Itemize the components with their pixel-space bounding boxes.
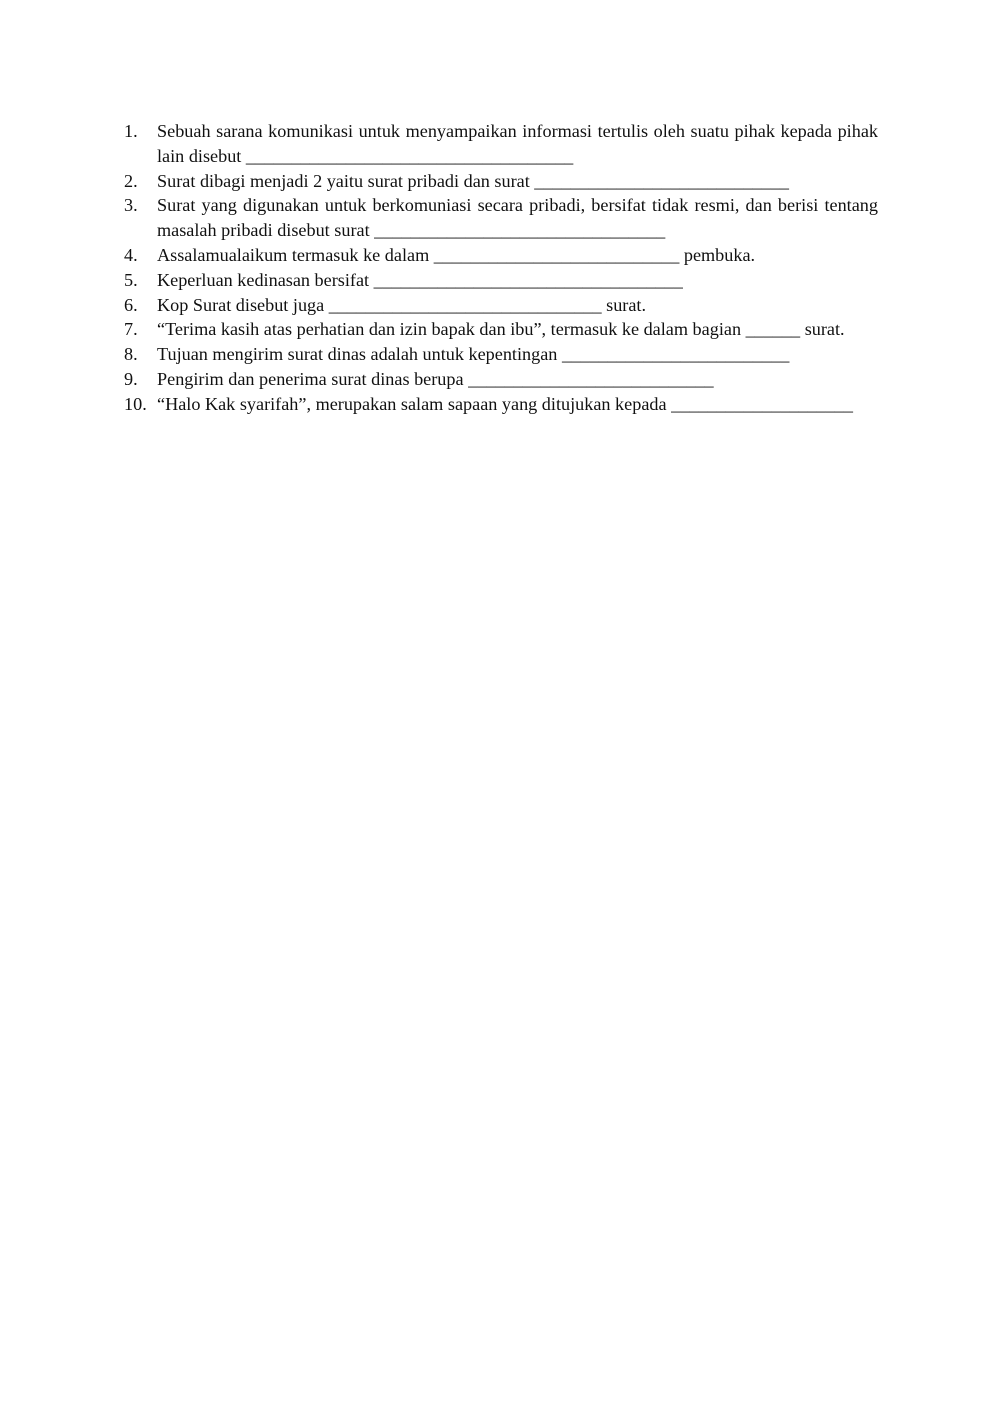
question-item-10: [124, 392, 878, 417]
question-item-5: [124, 268, 878, 293]
question-text: Surat dibagi menjadi 2 yaitu surat pribadi dan surat ____________________________: [157, 170, 789, 191]
question-text: Surat yang digunakan untuk berkomuniasi secara pribadi, bersifat tidak resmi, dan berisi tentang masalah pribadi disebut surat ________________________________: [157, 195, 883, 241]
question-item-8: [124, 342, 878, 367]
question-text: “Halo Kak syarifah”, merupakan salam sapaan yang ditujukan kepada ____________________: [157, 393, 853, 414]
question-number: 5.: [124, 269, 138, 290]
question-item-7: [124, 317, 878, 342]
question-item-6: [124, 293, 878, 318]
question-text: Keperluan kedinasan bersifat __________________________________: [157, 269, 683, 290]
question-item-2: [124, 169, 878, 194]
question-number: 1.: [124, 121, 138, 141]
question-number: 7.: [124, 319, 138, 340]
question-number: 9.: [124, 368, 138, 389]
question-list: [124, 119, 883, 417]
question-number: 8.: [124, 344, 138, 365]
question-item-9: [124, 367, 878, 392]
question-text: Sebuah sarana komunikasi untuk menyampaikan informasi tertulis oleh suatu pihak kepada pihak lain disebut ____________________________________: [157, 121, 883, 166]
question-text: “Terima kasih atas perhatian dan izin bapak dan ibu”, termasuk ke dalam bagian ______ surat.: [157, 319, 845, 340]
question-number: 3.: [124, 195, 138, 216]
question-text: Tujuan mengirim surat dinas adalah untuk kepentingan _________________________: [157, 344, 790, 365]
question-text: Pengirim dan penerima surat dinas berupa ___________________________: [157, 368, 714, 389]
question-item-1: [124, 119, 883, 169]
question-number: 2.: [124, 170, 138, 191]
question-item-4: [124, 243, 878, 268]
question-number: 4.: [124, 244, 138, 265]
question-text: Kop Surat disebut juga ______________________________ surat.: [157, 294, 647, 315]
question-item-3: [124, 193, 883, 243]
question-number: 6.: [124, 294, 138, 315]
question-text: Assalamualaikum termasuk ke dalam ___________________________ pembuka.: [157, 244, 756, 265]
question-number: 10.: [124, 393, 147, 414]
